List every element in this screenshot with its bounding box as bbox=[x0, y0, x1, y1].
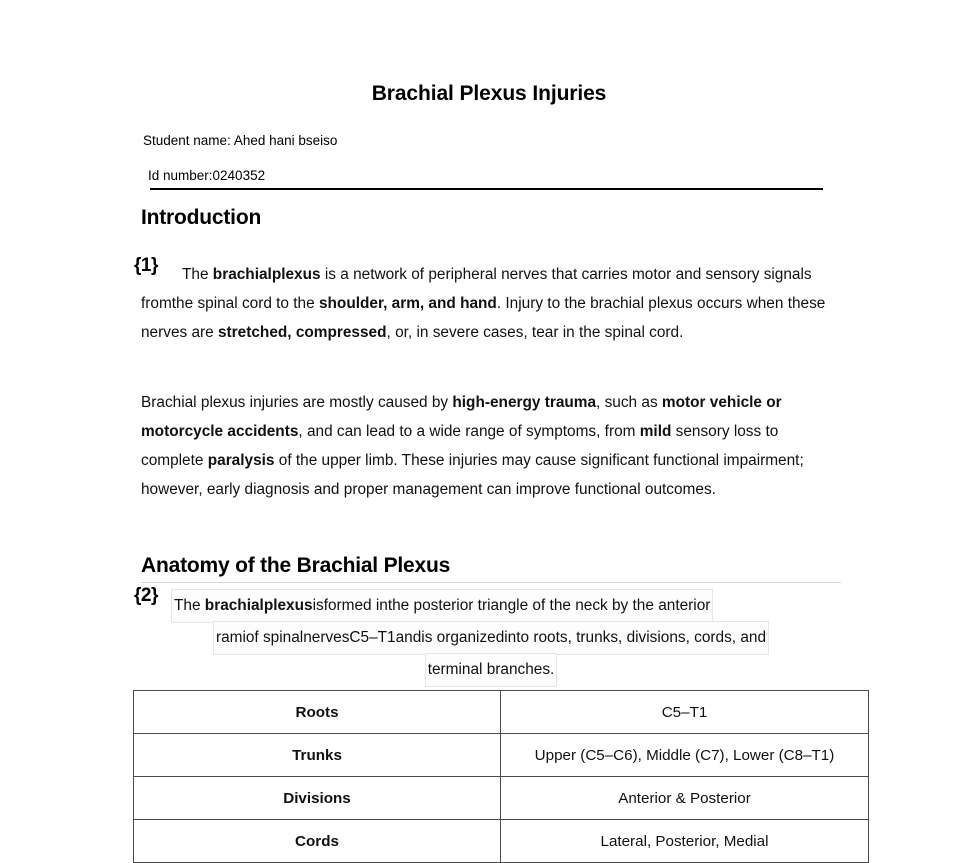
highlight-span-2: ramiof spinalnervesC5–T1andis organizedinto roots, trunks, divisions, cords, and bbox=[214, 622, 768, 654]
table-cell-label: Trunks bbox=[134, 734, 501, 777]
table-cell-value: Lateral, Posterior, Medial bbox=[501, 820, 869, 863]
table-cell-label: Roots bbox=[134, 691, 501, 734]
document-title: Brachial Plexus Injuries bbox=[371, 82, 607, 105]
table-row bbox=[134, 777, 869, 820]
header-divider-rule bbox=[150, 188, 823, 190]
student-name-line: Student name: Ahed hani bseiso bbox=[143, 133, 338, 148]
heading-anatomy: Anatomy of the Brachial Plexus bbox=[141, 554, 451, 577]
table-row bbox=[134, 734, 869, 777]
citation-marker-2: {2} bbox=[134, 585, 158, 606]
table-row bbox=[134, 820, 869, 863]
introduction-paragraph-2: Brachial plexus injuries are mostly caused by high-energy trauma, such as motor vehicle or motorcycle accidents, and can lead to a wide range of symptoms, from mild sensory loss to complete paralysis of the upper limb. These injuries may cause significant functional impairment; however, early diagnosis and proper management can improve functional outcomes. bbox=[141, 394, 804, 498]
introduction-paragraph-1: The brachialplexus is a network of peripheral nerves that carries motor and sensory signals fromthe spinal cord to the shoulder, arm, and hand. Injury to the brachial plexus occurs when these nerves are stretched, compressed, or, in severe cases, tear in the spinal cord. bbox=[141, 266, 826, 341]
selected-text-line-1 bbox=[141, 590, 841, 622]
heading-introduction: Introduction bbox=[141, 206, 262, 229]
highlight-span-3: terminal branches. bbox=[426, 654, 557, 686]
table-cell-label: Cords bbox=[134, 820, 501, 863]
table-row bbox=[134, 691, 869, 734]
brachial-plexus-anatomy-table bbox=[133, 690, 869, 863]
selected-text-line-3 bbox=[141, 654, 841, 686]
highlight-span-1: The brachialplexusisformed inthe posterior triangle of the neck by the anterior bbox=[172, 590, 712, 622]
table-cell-value: C5–T1 bbox=[501, 691, 869, 734]
table-cell-label: Divisions bbox=[134, 777, 501, 820]
anatomy-divider-rule bbox=[141, 582, 841, 583]
table-cell-value: Upper (C5–C6), Middle (C7), Lower (C8–T1) bbox=[501, 734, 869, 777]
student-id-line: Id number:0240352 bbox=[148, 168, 266, 183]
citation-marker-1: {1} bbox=[134, 255, 158, 276]
table-cell-value: Anterior & Posterior bbox=[501, 777, 869, 820]
selected-text-line-2 bbox=[141, 622, 841, 654]
anatomy-selected-paragraph[interactable] bbox=[141, 590, 841, 686]
table-body bbox=[134, 691, 869, 863]
